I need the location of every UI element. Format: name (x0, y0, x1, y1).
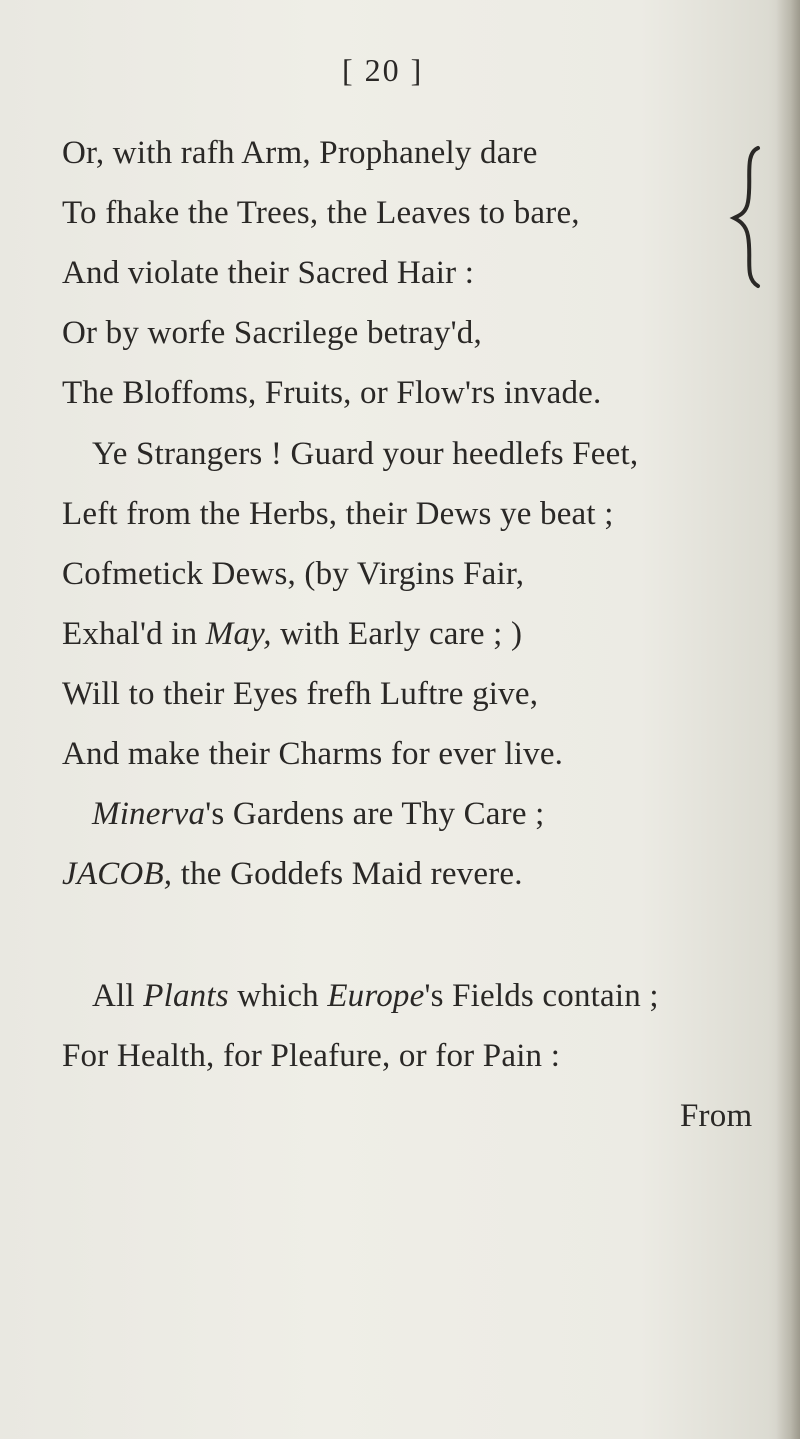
verse-line: Exhal'd in May, with Early care ; ) (62, 616, 523, 652)
verse-line: Left from the Herbs, their Dews ye beat ; (62, 496, 614, 532)
verse-line: JACOB, the Goddefs Maid revere. (62, 856, 523, 892)
verse-line: Or by worfe Sacrilege betray'd, (62, 315, 482, 351)
page-number: [ 20 ] (342, 52, 424, 88)
catchword: From (680, 1098, 753, 1134)
verse-line: The Bloffoms, Fruits, or Flow'rs invade. (62, 375, 602, 411)
verse-line: And make their Charms for ever live. (62, 736, 564, 772)
verse-line: Ye Strangers ! Guard your heedlefs Feet, (92, 436, 639, 472)
curly-brace-icon (728, 140, 768, 290)
verse-line: To fhake the Trees, the Leaves to bare, (62, 195, 580, 231)
verse-line: All Plants which Europe's Fields contain ; (92, 978, 659, 1014)
verse-line: Cofmetick Dews, (by Virgins Fair, (62, 556, 525, 592)
verse-line: Will to their Eyes frefh Luftre give, (62, 676, 539, 712)
page-edge-shadow (776, 0, 800, 1439)
verse-line: And violate their Sacred Hair : (62, 255, 475, 291)
verse-line: Or, with rafh Arm, Prophanely dare (62, 135, 538, 171)
verse-line: Minerva's Gardens are Thy Care ; (92, 796, 545, 832)
verse-line: For Health, for Pleafure, or for Pain : (62, 1038, 561, 1074)
